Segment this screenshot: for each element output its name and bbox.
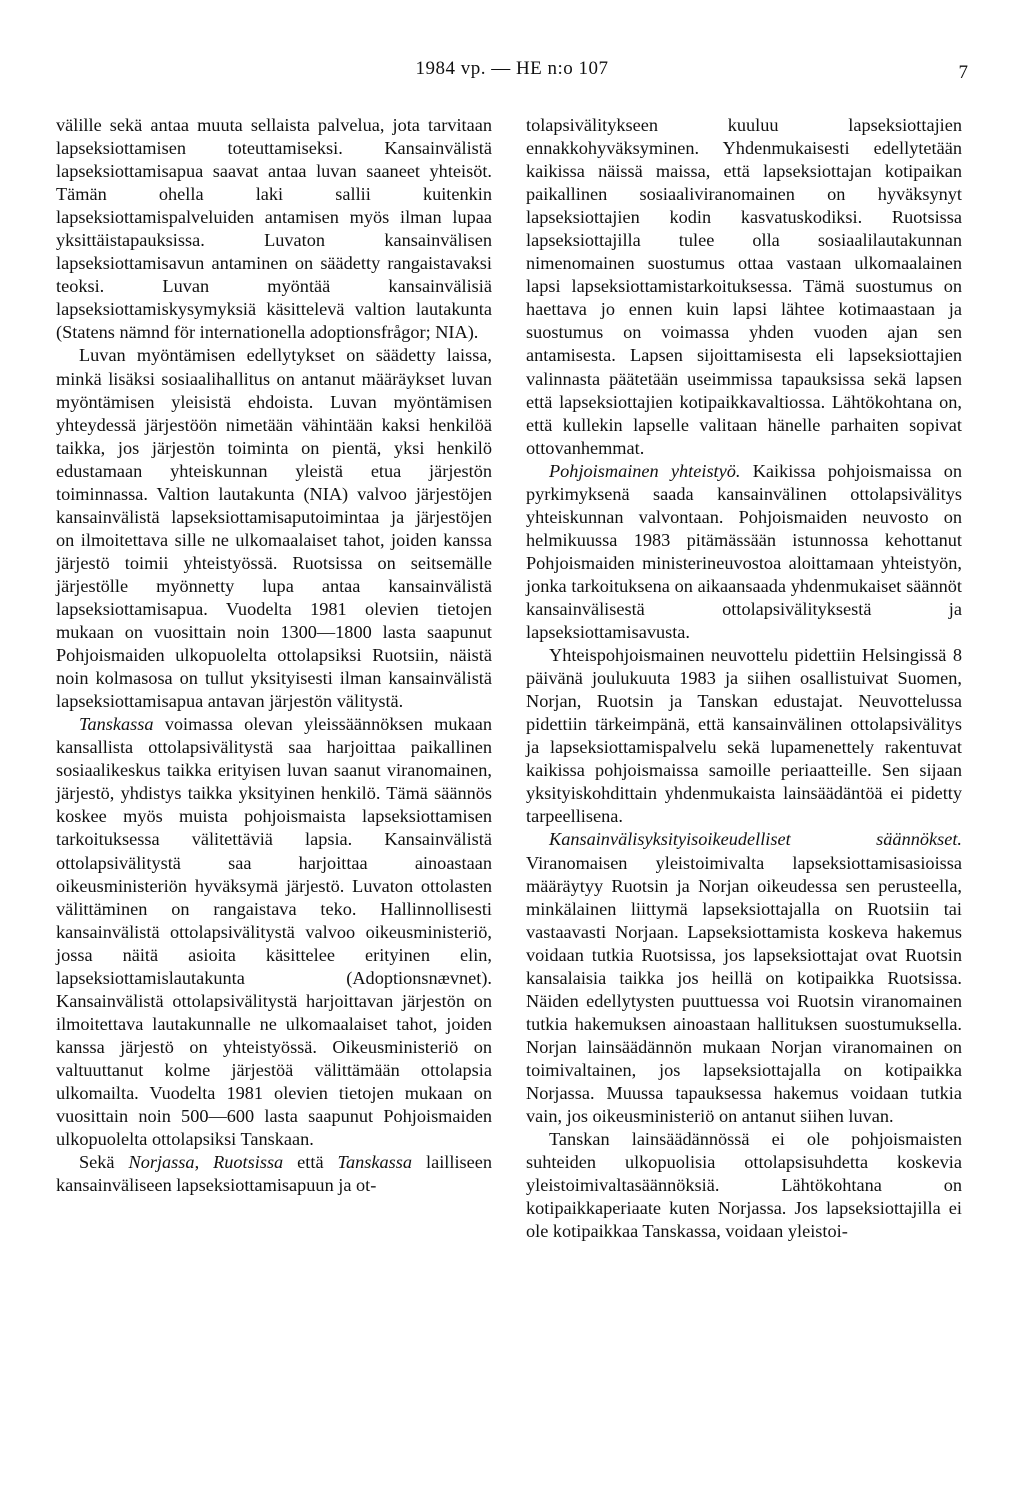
paragraph	[56, 713, 492, 1151]
paragraph-text: Sekä	[79, 1152, 129, 1173]
paragraph-text: että	[283, 1152, 338, 1173]
paragraph-text: ,	[194, 1152, 214, 1173]
section-lead: Kansainvälisyksityisoikeudelliset säännökset.	[549, 829, 962, 850]
section-lead: Tanskassa	[79, 714, 154, 735]
paragraph	[56, 1151, 492, 1197]
country-name: Ruotsissa	[213, 1152, 284, 1173]
paragraph-text: Viranomaisen yleistoimivalta lapseksiottamisasioissa määräytyy Ruotsin ja Norjan oikeudessa sen perusteella, minkälainen liittymä lapseksiottajalla on Ruotsiin tai vastaavasti Norjaan. Lapseksiottamista koskeva hakemus voidaan tutkia Ruotsissa, jos lapseksiottajat ovat Ruotsin kansalaisia taikka jos heillä on kotipaikka Ruotsissa. Näiden edellytysten puuttuessa voi Ruotsin viranomainen tutkia hakemuksen ainoastaan hallituksen suostumuksella. Norjan lainsäädännön mukaan Norjan viranomainen on toimivaltainen, jos lapseksiottajalla on kotipaikka Norjassa. Muussa tapauksessa hakemus voidaan tutkia vain, jos oikeusministeriö on antanut siihen luvan.	[526, 852, 962, 1127]
running-title: 1984 vp. — HE n:o 107	[415, 58, 609, 79]
right-column	[526, 114, 962, 1243]
section-lead: Pohjoismainen yhteistyö.	[549, 460, 741, 481]
paragraph: Yhteispohjoismainen neuvottelu pidettiin Helsingissä 8 päivänä joulukuuta 1983 ja siihen osallistuivat Suomen, Norjan, Ruotsin ja Tanskan edustajat. Neuvottelussa pidettiin tärkeimpänä, että kansainvälinen ottolapsivälitys ja lapseksiottamispalvelu sekä lupamenettely rakentuvat kaikissa pohjoismaissa samoille periaatteille. Sen sijaan yksityiskohdittain yhdenmukaista lainsäädäntöä ei pidetty tarpeellisena.	[526, 645, 962, 827]
country-name: Norjassa	[128, 1152, 195, 1173]
paragraph-text: lailliseen kansainväliseen lapseksiottamisapuun ja ot-	[56, 1152, 493, 1196]
paragraph: välille sekä antaa muuta sellaista palvelua, jota tarvitaan lapseksiottamisen toteuttamiseksi. Kansainvälistä lapseksiottamisapua saavat antaa luvan saaneet yhteisöt. Tämän ohella laki sallii kuitenkin lapseksiottamispalveluiden antamisen myös ilman lupaa yksittäistapauksissa. Luvaton kansainvälisen lapseksiottamisavun antaminen on säädetty rangaistavaksi teoksi. Luvan myöntää kansainvälisiä lapseksiottamiskysymyksiä käsittelevä valtion lautakunta (Statens nämnd för internationella adoptionsfrågor; NIA).	[56, 115, 492, 343]
paragraph-text: Kaikissa pohjoismaissa on pyrkimyksenä saada kansainvälinen ottolapsivälitys yhteiskunnan valvontaan. Pohjoismaiden neuvosto on helmikuussa 1983 pitämässään istunnossa kehottanut Pohjoismaiden ministerineuvostoa aloittamaan yhteistyön, jonka tarkoituksena on aikaansaada yhdenmukaiset säännöt kansainvälisestä ottolapsivälityksestä ja lapseksiottamisavusta.	[526, 460, 963, 643]
paragraph-text: voimassa olevan yleissäännöksen mukaan kansallista ottolapsivälitystä saa harjoittaa paikallinen sosiaalikeskus taikka erityisen luvan saanut viranomainen, järjestö, yhdistys taikka yksityinen henkilö. Tämä säännös koskee myös muista pohjoismaista lapseksiottamisen tarkoituksessa välitettäviä lapsia. Kansainvälistä ottolapsivälitystä saa harjoittaa ainoastaan oikeusministeriön hyväksymä järjestö. Luvaton ottolasten välittäminen on rangaistava teko. Hallinnollisesti kansainvälistä ottolapsivälitystä valvoo oikeusministeriö, jossa näitä asioita käsittelee erityinen elin, lapseksiottamislautakunta (Adoptionsnævnet). Kansainvälistä ottolapsivälitystä harjoittavan järjestön on ilmoitettava lautakunnalle ne ulkomaalaiset tahot, joiden kanssa järjestö on yhteistyössä. Oikeusministeriö on valtuuttanut kolme järjestöä välittämään ottolapsia ulkomailta. Vuodelta 1981 olevien tietojen mukaan on vuosittain noin 500—600 lasta saapunut Pohjoismaiden ulkopuolelta ottolapsiksi Tanskaan.	[56, 714, 492, 1150]
country-name: Tanskassa	[337, 1152, 413, 1173]
page-header	[0, 58, 1024, 88]
paragraph: Tanskan lainsäädännössä ei ole pohjoismaisten suhteiden ulkopuolisia ottolapsisuhdetta koskevia yleistoimivaltasäännöksiä. Lähtökohtana on kotipaikkaperiaate kuten Norjassa. Jos lapseksiottajilla ei ole kotipaikkaa Tanskassa, voidaan yleistoi-	[526, 1129, 962, 1242]
page-number: 7	[958, 62, 968, 83]
paragraph	[526, 828, 962, 1128]
paragraph	[526, 460, 962, 644]
paragraph: tolapsivälitykseen kuuluu lapseksiottajien ennakkohyväksyminen. Yhdenmukaisesti edellytetään kaikissa näissä maissa, että lapseksiottajan kotipaikan paikallinen sosiaaliviranomainen on hyväksynyt lapseksiottajien kodin kasvatuskodiksi. Ruotsissa lapseksiottajilla tulee olla sosiaalilautakunnan nimenomainen suostumus ottaa vastaan ulkomaalainen lapsi lapseksiottamistarkoituksessa. Tämä suostumus on haettava jo ennen kuin lapsi lähtee kotimaastaan ja suostumus on voimassa yhden vuoden ajan sen antamisesta. Lapsen sijoittamisesta eli lapseksiottajien valinnasta päätetään useimmissa tapauksissa sekä lapsen että lapseksiottajien kotipaikkavaltiossa. Lähtökohtana on, että kullekin lapselle valitaan hänelle parhaiten sopivat ottovanhemmat.	[526, 115, 962, 458]
paragraph: Luvan myöntämisen edellytykset on säädetty laissa, minkä lisäksi sosiaalihallitus on antanut määräykset luvan myöntämisen yleisistä ehdoista. Luvan myöntämisen yhteydessä järjestöön nimetään vähintään kaksi henkilöä taikka, jos järjestön toiminta on pientä, yksi henkilö edustamaan yhteiskunnan yleistä etua järjestön toiminnassa. Valtion lautakunta (NIA) valvoo järjestöjen kansainvälistä lapseksiottamisaputoimintaa ja järjestöjen on ilmoitettava sille ne ulkomaalaiset tahot, joiden kanssa järjestö toimii yhteistyössä. Ruotsissa on seitsemälle järjestölle myönnetty lupa antaa kansainvälistä lapseksiottamisapua. Vuodelta 1981 olevien tietojen mukaan on vuosittain noin 1300—1800 lasta saapunut Pohjoismaiden ulkopuolelta ottolapsiksi Ruotsiin, näistä noin kolmasosa on tullut yksityisesti ilman kansainvälistä lapseksiottamisapua antavan järjestön välitystä.	[56, 345, 492, 712]
left-column	[56, 114, 492, 1197]
